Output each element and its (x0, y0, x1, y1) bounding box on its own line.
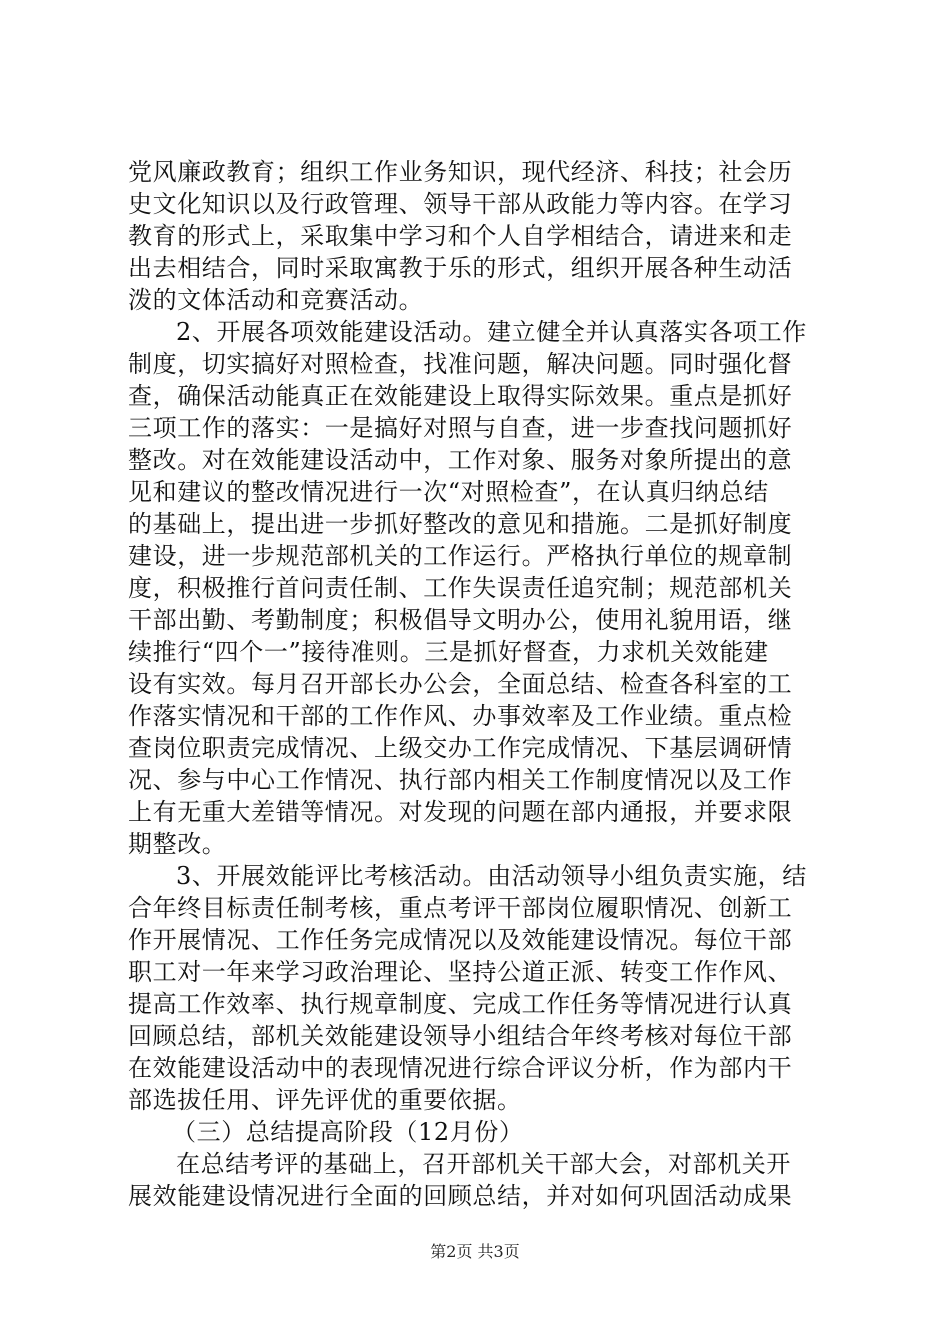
text-line: 设有实效。每月召开部长办公会，全面总结、检查各科室的工 (128, 670, 793, 698)
text-line: 的基础上，提出进一步抓好整改的意见和措施。二是抓好制度 (128, 510, 793, 538)
text-line: 回顾总结，部机关效能建设领导小组结合年终考核对每位干部 (128, 1022, 793, 1050)
page-number-footer: 第2页 共3页 (430, 1242, 520, 1261)
text-line: 建设，进一步规范部机关的工作运行。严格执行单位的规章制 (128, 542, 793, 570)
text-line: 制度，切实搞好对照检查，找准问题，解决问题。同时强化督 (128, 350, 793, 378)
text-line: 查岗位职责完成情况、上级交办工作完成情况、下基层调研情 (128, 734, 793, 762)
text-line: 提高工作效率、执行规章制度、完成工作任务等情况进行认真 (128, 990, 793, 1018)
text-line: 续推行“四个一”接待准则。三是抓好督查，力求机关效能建 (128, 638, 769, 666)
text-line: 三项工作的落实：一是搞好对照与自查，进一步查找问题抓好 (128, 414, 793, 442)
text-line: 查，确保活动能真正在效能建设上取得实际效果。重点是抓好 (128, 382, 793, 410)
text-line: 党风廉政教育；组织工作业务知识，现代经济、科技；社会历 (128, 158, 793, 186)
text-line: 度，积极推行首问责任制、工作失误责任追究制；规范部机关 (128, 574, 793, 602)
text-line: 部选拔任用、评先评优的重要依据。 (128, 1086, 522, 1114)
text-line: 作落实情况和干部的工作作风、办事效率及工作业绩。重点检 (128, 702, 793, 730)
text-line: 出去相结合，同时采取寓教于乐的形式，组织开展各种生动活 (128, 254, 793, 282)
text-line: 在效能建设活动中的表现情况进行综合评议分析，作为部内干 (128, 1054, 793, 1082)
text-line: 展效能建设情况进行全面的回顾总结，并对如何巩固活动成果 (128, 1182, 793, 1210)
text-line: 职工对一年来学习政治理论、坚持公道正派、转变工作作风、 (128, 958, 793, 986)
text-line: 整改。对在效能建设活动中，工作对象、服务对象所提出的意 (128, 446, 793, 474)
section-heading: （三）总结提高阶段（12月份） (172, 1118, 524, 1146)
text-line: 教育的形式上，采取集中学习和个人自学相结合，请进来和走 (128, 222, 793, 250)
paragraph-start-line: 2、开展各项效能建设活动。建立健全并认真落实各项工作 (176, 318, 807, 346)
text-line: 作开展情况、工作任务完成情况以及效能建设情况。每位干部 (128, 926, 793, 954)
text-line: 史文化知识以及行政管理、领导干部从政能力等内容。在学习 (128, 190, 793, 218)
text-line: 合年终目标责任制考核，重点考评干部岗位履职情况、创新工 (128, 894, 793, 922)
document-body (128, 156, 828, 1212)
paragraph-start-line: 在总结考评的基础上，召开部机关干部大会，对部机关开 (176, 1150, 791, 1178)
text-line: 干部出勤、考勤制度；积极倡导文明办公，使用礼貌用语，继 (128, 606, 793, 634)
text-line: 泼的文体活动和竞赛活动。 (128, 286, 424, 314)
text-line: 况、参与中心工作情况、执行部内相关工作制度情况以及工作 (128, 766, 793, 794)
text-line: 上有无重大差错等情况。对发现的问题在部内通报，并要求限 (128, 798, 793, 826)
paragraph-start-line: 3、开展效能评比考核活动。由活动领导小组负责实施，结 (176, 862, 807, 890)
text-line: 期整改。 (128, 830, 227, 858)
text-line: 见和建议的整改情况进行一次“对照检查”，在认真归纳总结 (128, 478, 769, 506)
